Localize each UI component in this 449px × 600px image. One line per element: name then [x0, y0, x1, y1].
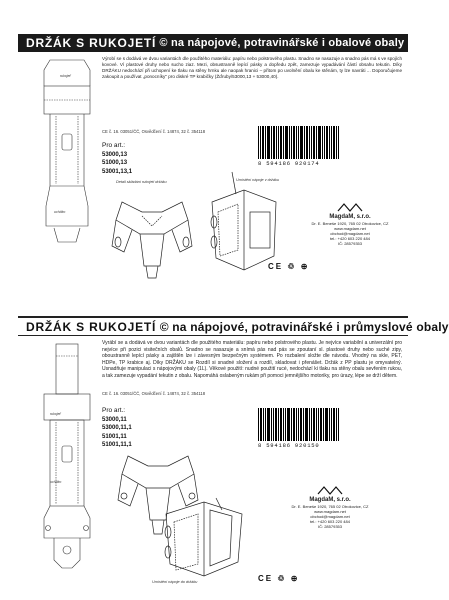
card-1-article-heading: Pro art.: [102, 142, 126, 149]
card-1-article-list [102, 142, 132, 176]
card-1-company-line: obchod@magdam.net [330, 231, 370, 236]
card-1-barcode-digits: 8 594186 920174 [258, 160, 320, 167]
barcode-bars [258, 126, 364, 159]
card-1-template-label-top: rukojeť [60, 74, 71, 78]
card-2-article-item: 51001,11 [102, 433, 127, 440]
card-2-title-banner [18, 316, 449, 336]
card-1-company-line: IČ: 28579353 [337, 241, 363, 246]
card-1-template-label-bottom: uchítko [54, 210, 66, 214]
product-label-card-1 [18, 30, 408, 292]
card-2-company-line: tel.: +420 603 220 484 [310, 519, 350, 524]
card-2-company-name: MagdaM, s.r.o. [309, 497, 351, 503]
card-2-article-heading: Pro art.: [102, 407, 126, 414]
card-1-company-line: tel.: +420 603 220 484 [330, 236, 370, 241]
card-2-company-line: IČ: 28579353 [317, 524, 343, 529]
company-logo-icon [316, 485, 344, 495]
product-label-card-2 [18, 312, 449, 592]
card-2-title-rest: © na nápojové, potravinářské i průmyslové obaly [159, 319, 449, 334]
card-1-article-item: 53001,13,1 [102, 168, 133, 175]
card-2-article-item: 51001,11,1 [102, 442, 132, 448]
card-1-folding-illustration [102, 186, 202, 282]
card-1-article-item: 51000,13 [102, 160, 128, 166]
card-1-barcode [258, 126, 364, 166]
card-2-barcode [258, 408, 364, 448]
card-1-company-block [308, 202, 392, 246]
card-1-company-name: MagdaM, s.r.o. [329, 214, 371, 220]
card-2-description: Vyrábí se a dodává ve dvou variantách dle použitého materiálu: papíru nebo polstrového plastu. Je nejvíce variabilní a univerzální pro nejvíce při pozici visitečních obalů. Snadno se nasazuje a snímá pás nad pás se zpoutaní sl. plastové druhy nebo suché zipy, oboustranně lepící pásky a zajištěn lze i závesným bezpečným systémem. Po rozbalení složte dle návodu. Vhodný na skle, PET, HDPe, TP krabice aj. Díky DRŽÁKU se Rozdíl si snadné složení a rozdíl, skladovat i přenášet. Držák z PP plastu je omyvatelný. Usnadňuje manipulaci s nápojovými obaly (1L). Věkové použití: nudné použití rucé, nedochází ki tlaku na stěny obalu sevřením rukou, a tak zamezuje vypadání tekutin z obalu. Napomáhá oslabeným rukám při pomoci jemnějšího motoriky, pro úrazy, lépe se drží dětem. [102, 340, 402, 379]
card-2-barcode-digits: 8 594186 920150 [258, 442, 320, 449]
company-logo-icon [336, 202, 364, 212]
card-1-description: Výrobí se s dodává ve dvou variantách dle použitého materiálu: papíru nebo polstrového plastu. Snadno se nasazuje a snadno pás má s ve spojích kovové. Ví plastové druhy nebo sucho ziaz. Mezi, obsustranně lepící pásky a dopředu zpět, zamezuje vypadávání částí obsahu tekutin. Díky DRŽÁKU nedochází při uchopení ke tlaku na stěny hrnku ale naopak hranici – přitom po uvolnění obalu ke stěnám, ty lze navráti ... Doporučujeme zakoupit a používat „ponocníky" pro diskré TP krabičky (Žďruby/53000,13 + 53000,40). [102, 56, 402, 79]
card-1-company-line: Dr. E. Beneše 1920, 765 02 Otrokovice, CZ [311, 221, 389, 226]
card-2-certification: CE č. 16. 03051/ČČ, Osvědčení č. 14874, 32 č. 354118 [102, 391, 206, 396]
card-1-title-rest: © na nápojové, potravinářské i obalové obaly [159, 37, 405, 49]
barcode-bars [258, 408, 364, 441]
card-2-article-item: 53000,11 [102, 416, 127, 423]
card-2-certification-marks: CE ♲ ⊕ [258, 574, 300, 583]
card-1-article-item: 53000,13 [102, 151, 128, 158]
card-1-certification-marks: CE ♲ ⊕ [268, 262, 310, 271]
card-1-certification: CE č. 16. 03051/ČČ, Osvědčení č. 14874, 32 č. 354118 [102, 129, 206, 134]
card-2-title-lead: DRŽÁK S RUKOJETÍ [26, 319, 157, 334]
card-2-holder-illustration [156, 488, 252, 578]
card-2-company-line: www.magdam.net [314, 509, 346, 514]
card-1-caption-drink: Umístění nápoje v držáku [236, 178, 280, 182]
card-1-flat-template [40, 56, 94, 246]
card-2-caption-drink: Umístění nápoje do držáku [152, 580, 198, 584]
card-2-template-label-top: rukojeť [50, 412, 61, 416]
card-1-holder-illustration [204, 172, 288, 272]
card-2-template-label-bottom: uchítko [50, 480, 62, 484]
card-2-flat-template [40, 342, 94, 576]
card-1-caption-folding: Detail skládání rukojeti držáku [116, 180, 167, 184]
card-2-company-line: Dr. E. Beneše 1920, 765 02 Otrokovice, CZ [291, 504, 369, 509]
card-1-company-line: www.magdam.net [334, 226, 366, 231]
card-2-company-line: obchod@magdam.net [310, 514, 350, 519]
card-1-title-banner [18, 34, 408, 52]
card-1-title-lead: DRŽÁK S RUKOJETÍ [26, 36, 157, 50]
card-2-article-item: 53000,11,1 [102, 425, 132, 431]
card-2-company-block [288, 485, 372, 529]
